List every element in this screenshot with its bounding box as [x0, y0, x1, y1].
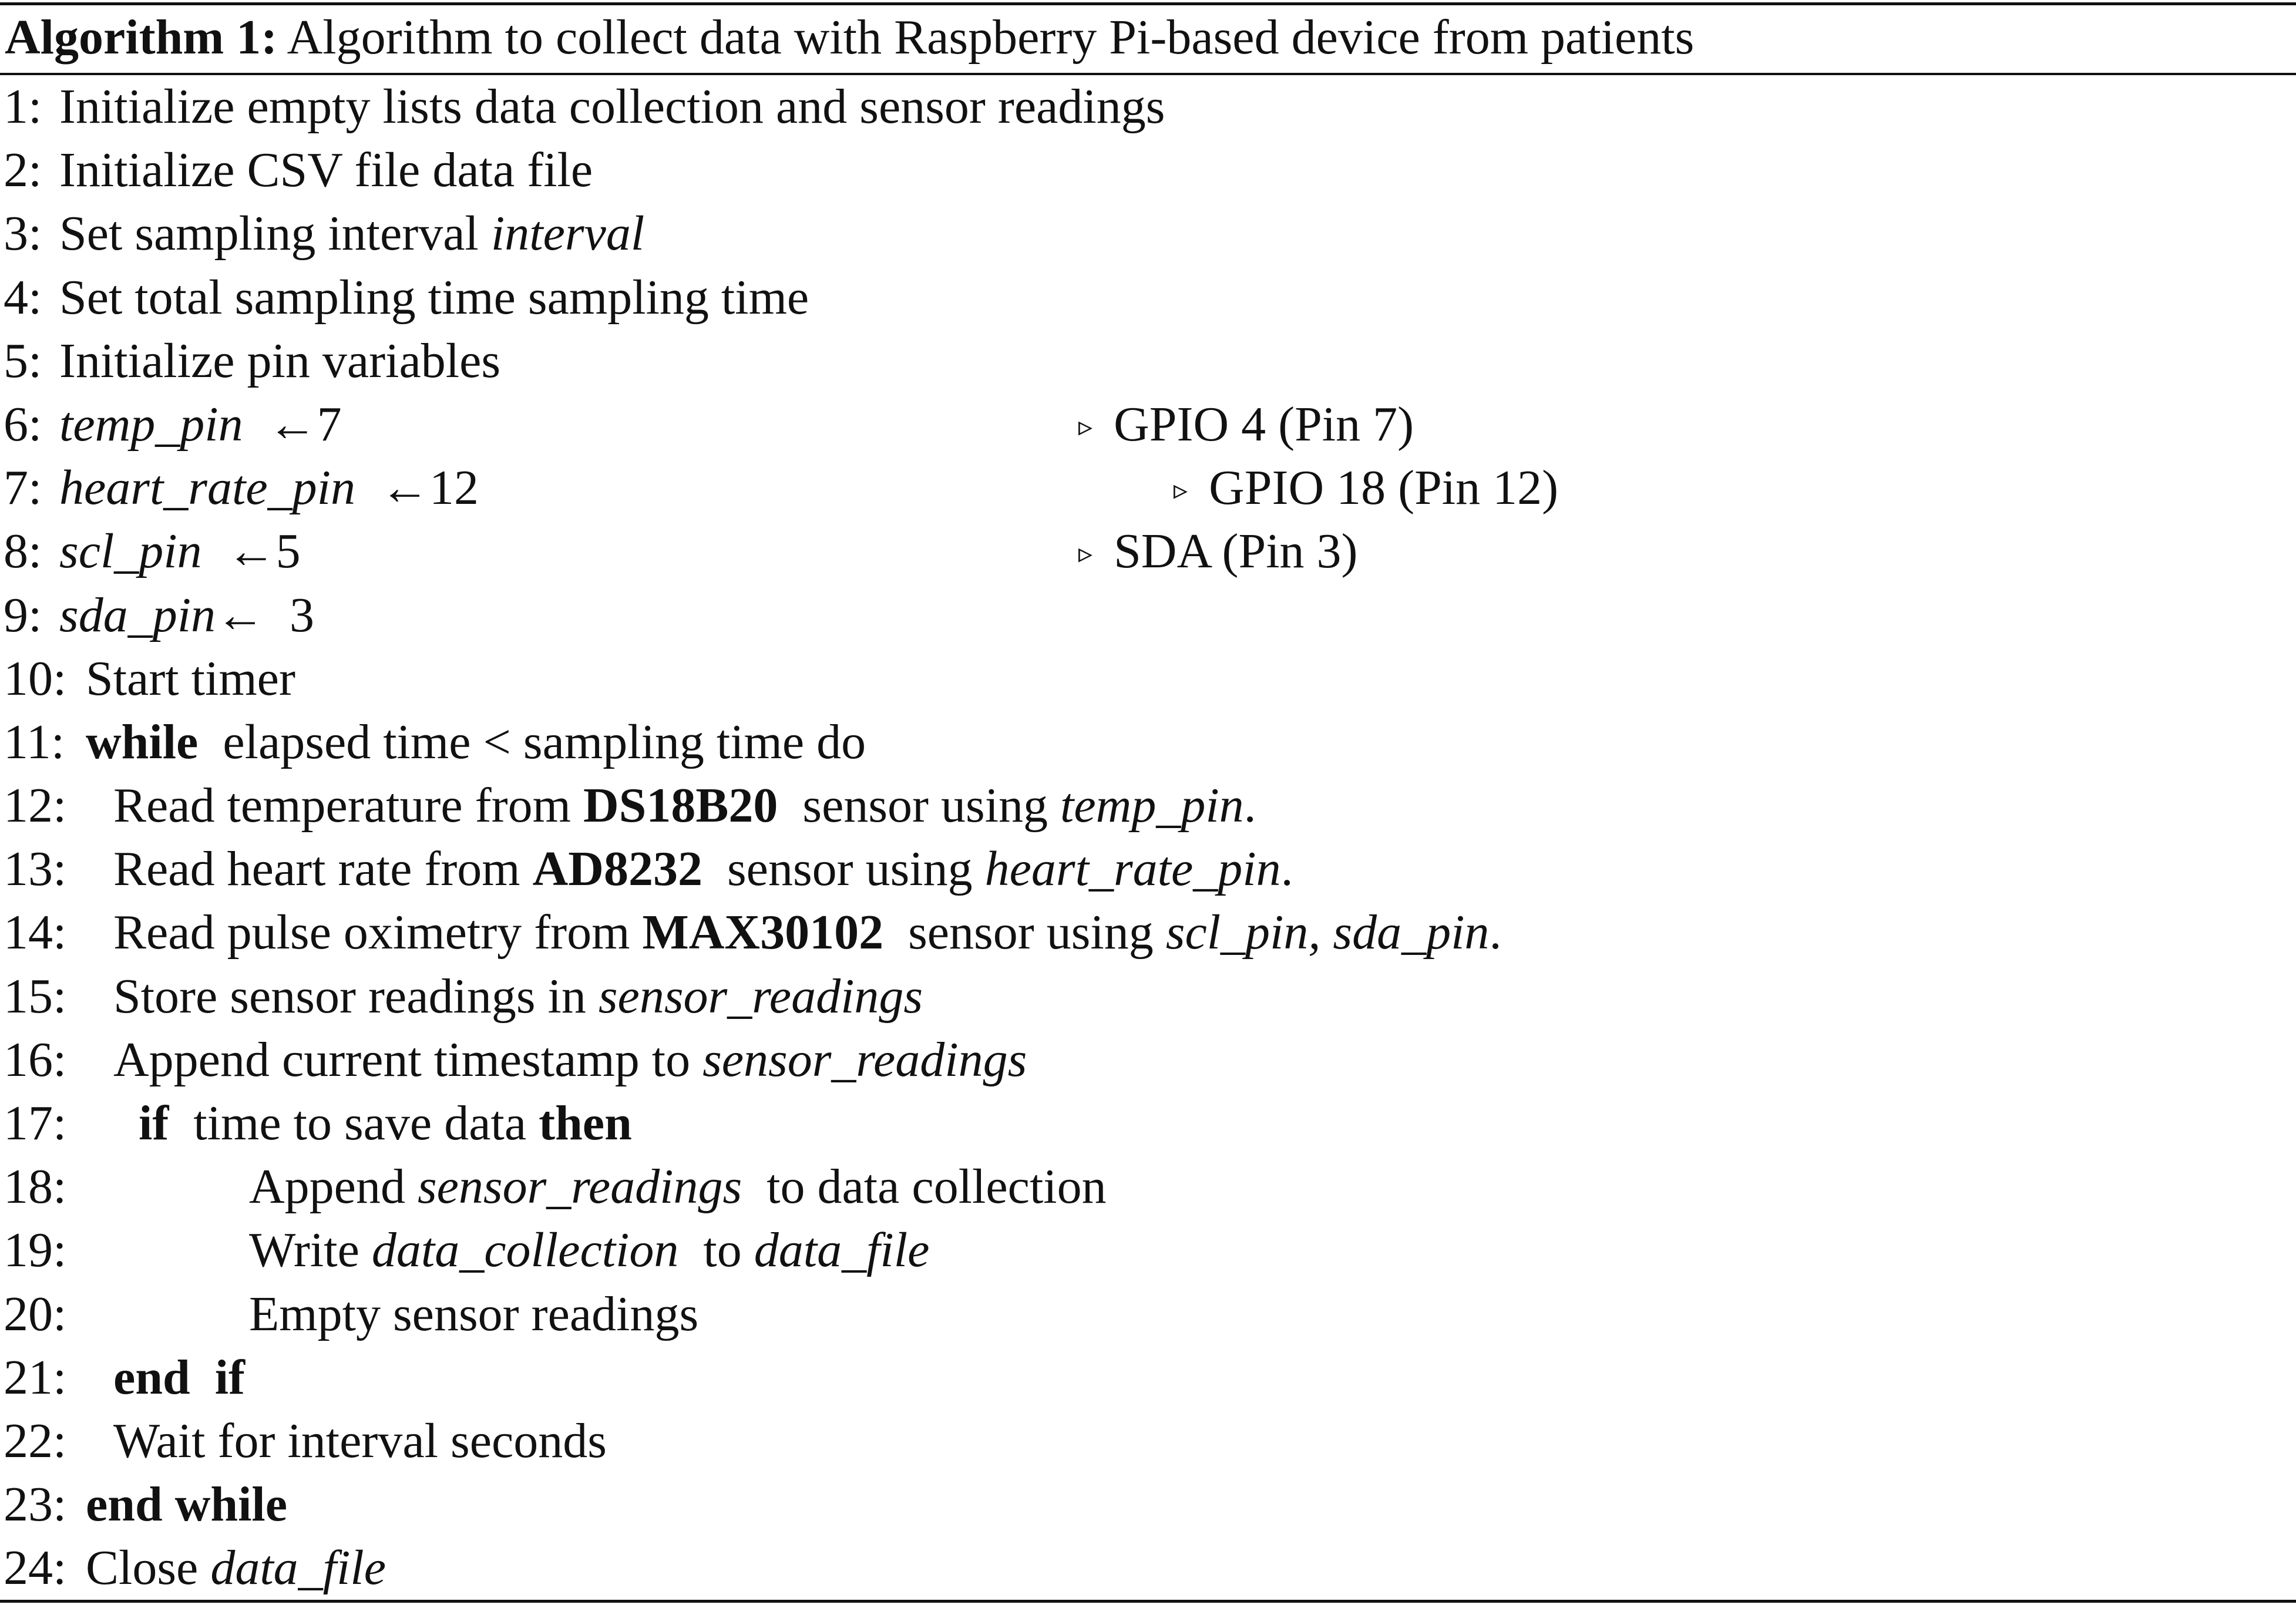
- comment-text: GPIO 18 (Pin 12): [1209, 460, 1559, 516]
- line-number: 9:: [4, 587, 42, 642]
- line-text: [249, 1219, 929, 1282]
- plain-text: Initialize pin variables: [59, 333, 501, 388]
- line-number: 7:: [4, 460, 42, 516]
- line-text: [59, 393, 342, 456]
- variable-text: data_file: [754, 1223, 930, 1278]
- variable-text: scl_pin, sda_pin: [1165, 905, 1490, 960]
- line-text: [86, 1536, 386, 1600]
- line-number: 6:: [4, 396, 42, 452]
- line-text: [113, 965, 923, 1028]
- plain-text: Read pulse oximetry from: [113, 905, 643, 960]
- algorithm-line: [4, 202, 2288, 265]
- line-text: [113, 1346, 245, 1409]
- plain-text: ←7: [243, 396, 342, 452]
- line-number: 23:: [4, 1477, 67, 1532]
- algorithm-line: [4, 1028, 2288, 1092]
- algorithm-line: [4, 901, 2288, 964]
- line-number: 4:: [4, 270, 42, 325]
- keyword-text: while: [86, 714, 199, 769]
- comment-text: SDA (Pin 3): [1114, 524, 1358, 579]
- line-text: [139, 1092, 632, 1155]
- algorithm-caption: [5, 8, 1694, 67]
- line-number: 1:: [4, 79, 42, 134]
- keyword-text: AD8232: [532, 842, 702, 897]
- plain-text: Set sampling interval: [59, 206, 491, 261]
- line-number: 10:: [4, 651, 67, 706]
- line-text: [59, 266, 809, 329]
- line-text: [59, 75, 1165, 139]
- algorithm-line: [4, 1346, 2288, 1409]
- comment-triangle-icon: ▹: [1078, 411, 1093, 442]
- algorithm-line: [4, 75, 2288, 139]
- plain-text: sensor using: [702, 842, 985, 897]
- bottom-rule: [0, 1600, 2296, 1603]
- plain-text: .: [1280, 842, 1293, 897]
- line-number: 18:: [4, 1159, 67, 1215]
- line-comment: [1174, 456, 1558, 522]
- plain-text: Start timer: [86, 651, 295, 706]
- algorithm-line: [4, 647, 2288, 711]
- line-text: [59, 139, 593, 202]
- plain-text: Append current timestamp to: [113, 1032, 703, 1087]
- top-rule: [0, 2, 2296, 5]
- line-number: 21:: [4, 1350, 67, 1405]
- variable-text: scl_pin: [59, 524, 202, 579]
- line-number: 12:: [4, 778, 67, 833]
- keyword-text: if: [139, 1096, 169, 1151]
- plain-text: to: [678, 1223, 754, 1278]
- variable-text: interval: [490, 206, 645, 261]
- plain-text: Empty sensor readings: [249, 1286, 699, 1341]
- line-number: 24:: [4, 1540, 67, 1596]
- line-comment: [1078, 393, 1414, 459]
- algorithm-line: [4, 1155, 2288, 1219]
- line-text: [59, 520, 301, 583]
- plain-text: elapsed time < sampling time do: [198, 714, 866, 769]
- plain-text: time to save data: [169, 1096, 539, 1151]
- variable-text: heart_rate_pin: [59, 460, 355, 516]
- line-number: 17:: [4, 1096, 67, 1151]
- algorithm-line: [4, 1409, 2288, 1473]
- keyword-text: DS18B20: [583, 778, 778, 833]
- algorithm-line: [4, 1536, 2288, 1600]
- line-number: 19:: [4, 1223, 67, 1278]
- algorithm-line: [4, 1092, 2288, 1155]
- line-number: 11:: [4, 714, 65, 769]
- variable-text: temp_pin: [59, 396, 243, 452]
- line-number: 16:: [4, 1032, 67, 1087]
- algorithm-line: [4, 456, 2288, 520]
- keyword-text: MAX30102: [642, 905, 884, 960]
- comment-triangle-icon: ▹: [1174, 475, 1188, 506]
- line-number: 22:: [4, 1413, 67, 1468]
- line-text: [113, 1409, 607, 1473]
- variable-text: sensor_readings: [702, 1032, 1027, 1087]
- line-number: 5:: [4, 333, 42, 388]
- plain-text: Write: [249, 1223, 372, 1278]
- plain-text: sensor using: [778, 778, 1061, 833]
- algorithm-line: [4, 393, 2288, 456]
- line-text: [113, 837, 1293, 901]
- variable-text: heart_rate_pin: [984, 842, 1281, 897]
- variable-text: temp_pin: [1060, 778, 1244, 833]
- variable-text: sensor_readings: [417, 1159, 742, 1215]
- line-number: 8:: [4, 524, 42, 579]
- plain-text: Wait for interval seconds: [113, 1413, 607, 1468]
- algorithm-line: [4, 965, 2288, 1028]
- plain-text: sensor using: [883, 905, 1166, 960]
- algorithm-line: [4, 584, 2288, 647]
- keyword-text: then: [539, 1096, 632, 1151]
- line-text: [249, 1155, 1107, 1219]
- line-text: [86, 1473, 287, 1536]
- line-number: 20:: [4, 1286, 67, 1341]
- line-number: 2:: [4, 143, 42, 198]
- keyword-text: end while: [86, 1477, 288, 1532]
- line-text: [59, 202, 644, 265]
- variable-text: data_file: [210, 1540, 386, 1596]
- algorithm-line: [4, 520, 2288, 583]
- line-text: [86, 711, 866, 774]
- line-comment: [1078, 520, 1358, 586]
- line-text: [113, 901, 1501, 964]
- plain-text: Initialize CSV file data file: [59, 143, 593, 198]
- keyword-text: end if: [113, 1350, 246, 1405]
- plain-text: .: [1243, 778, 1256, 833]
- algorithm-line: [4, 139, 2288, 202]
- line-number: 15:: [4, 968, 67, 1024]
- line-number: 3:: [4, 206, 42, 261]
- line-text: [86, 647, 295, 711]
- plain-text: Close: [86, 1540, 211, 1596]
- line-text: [59, 329, 500, 393]
- plain-text: Initialize empty lists data collection and sensor readings: [59, 79, 1165, 134]
- variable-text: sensor_readings: [598, 968, 923, 1024]
- line-number: 13:: [4, 842, 67, 897]
- algorithm-line: [4, 774, 2288, 837]
- variable-text: data_collection: [371, 1223, 679, 1278]
- caption-title: Algorithm to collect data with Raspberry Pi-based device from patients: [287, 10, 1695, 65]
- line-number: 14:: [4, 905, 67, 960]
- algorithm-lines: [4, 75, 2288, 1600]
- plain-text: ← 3: [216, 587, 315, 642]
- algorithm-line: [4, 266, 2288, 329]
- algorithm-line: [4, 1473, 2288, 1536]
- line-text: [113, 774, 1256, 837]
- comment-triangle-icon: ▹: [1078, 538, 1093, 570]
- algorithm-line: [4, 1219, 2288, 1282]
- algorithm-line: [4, 711, 2288, 774]
- plain-text: Append: [249, 1159, 418, 1215]
- algorithm-line: [4, 837, 2288, 901]
- plain-text: .: [1489, 905, 1502, 960]
- line-text: [113, 1028, 1027, 1092]
- line-text: [59, 456, 479, 520]
- plain-text: Store sensor readings in: [113, 968, 599, 1024]
- caption-label: Algorithm 1:: [5, 10, 278, 65]
- plain-text: Set total sampling time sampling time: [59, 270, 809, 325]
- line-text: [249, 1283, 698, 1346]
- plain-text: to data collection: [742, 1159, 1107, 1215]
- algorithm-line: [4, 329, 2288, 393]
- line-text: [59, 584, 314, 647]
- algorithm-line: [4, 1283, 2288, 1346]
- plain-text: ←5: [201, 524, 301, 579]
- plain-text: Read temperature from: [113, 778, 583, 833]
- plain-text: ←12: [355, 460, 479, 516]
- comment-text: GPIO 4 (Pin 7): [1114, 396, 1414, 452]
- plain-text: Read heart rate from: [113, 842, 533, 897]
- variable-text: sda_pin: [59, 587, 216, 642]
